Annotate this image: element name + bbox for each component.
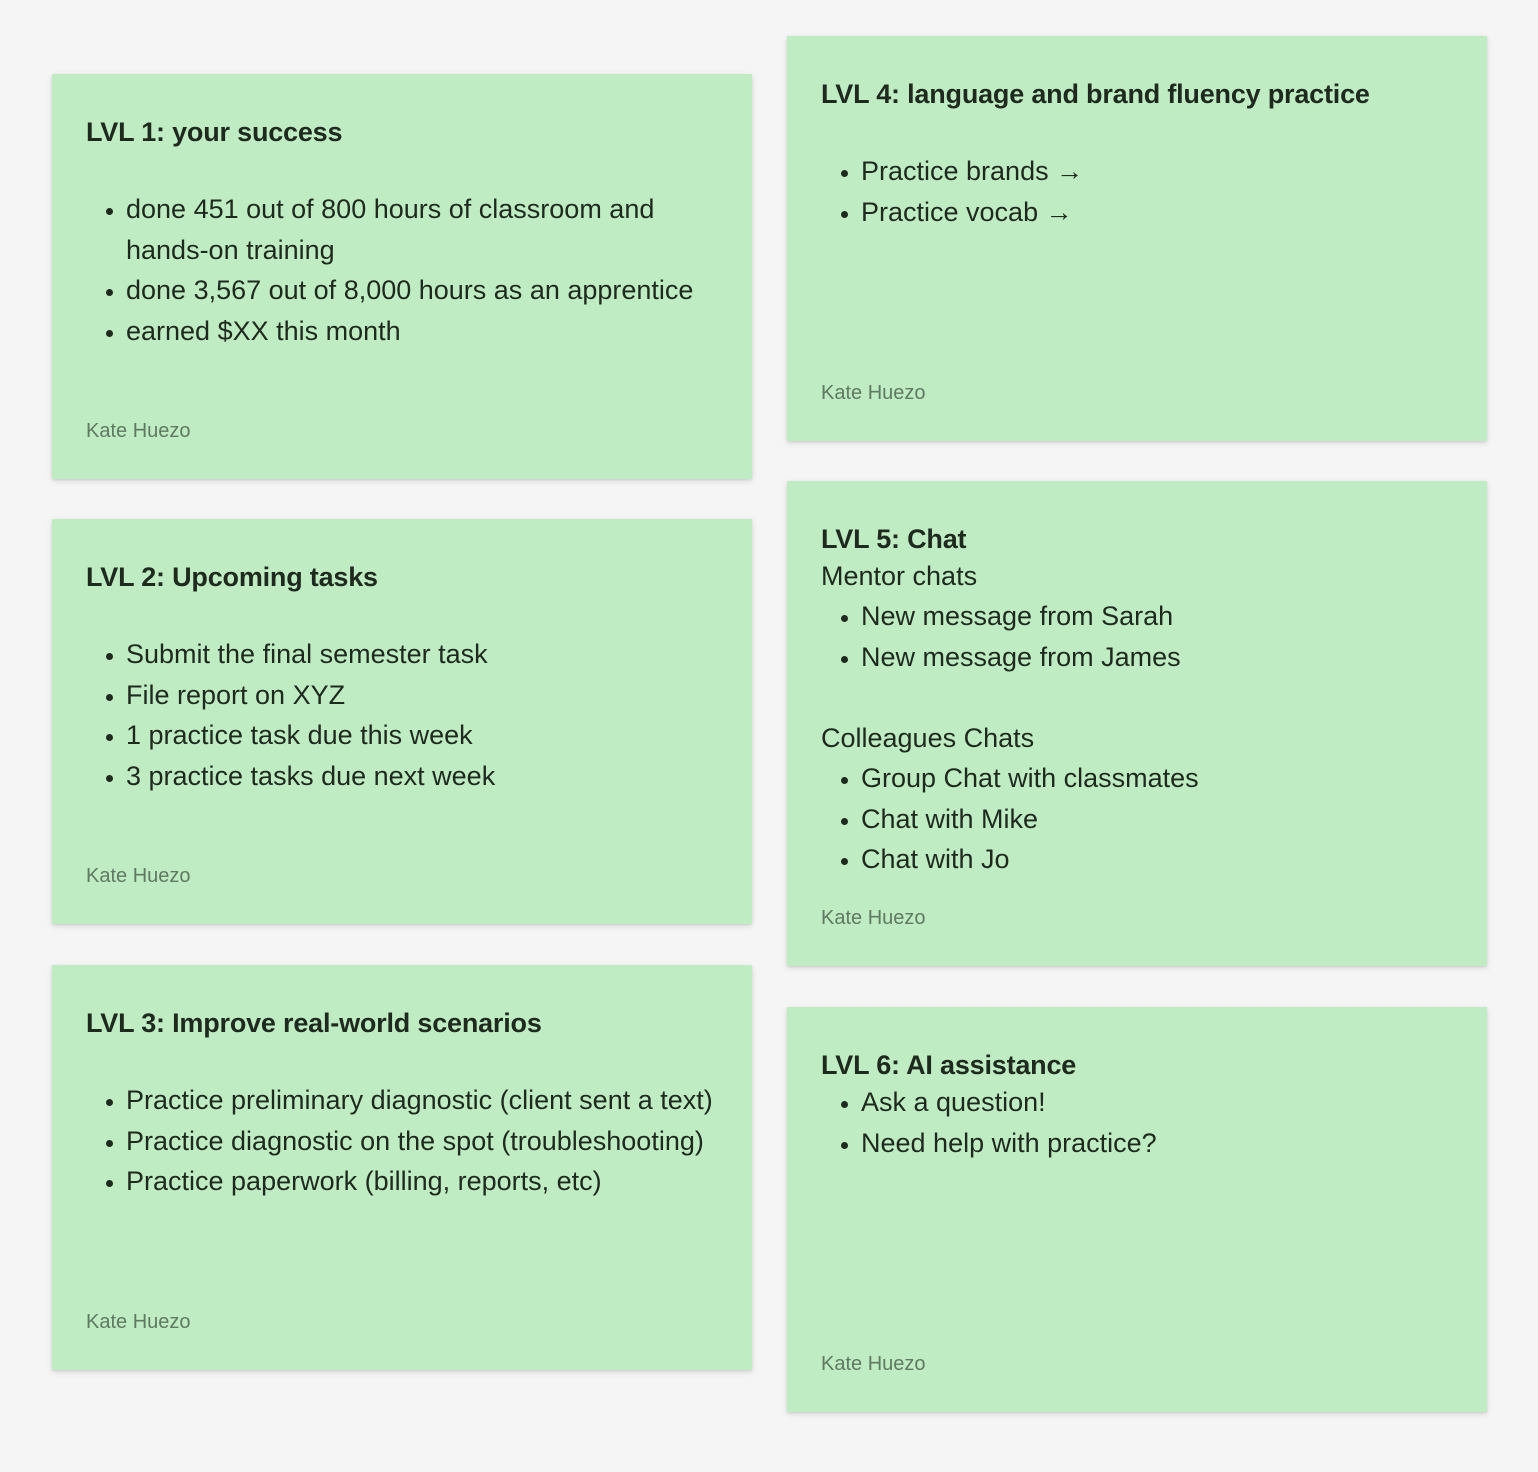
note-author: Kate Huezo	[821, 382, 926, 404]
sticky-note-lvl1[interactable]	[52, 74, 752, 479]
note-title: LVL 6: AI assistance	[821, 1050, 1077, 1080]
note-list	[86, 1080, 728, 1202]
chat-item-james[interactable]: • New message from James	[861, 637, 1463, 678]
note-author: Kate Huezo	[86, 420, 191, 442]
mentor-chat-list	[821, 596, 1463, 677]
note-list	[821, 151, 1463, 232]
practice-help-item[interactable]: • Need help with practice?	[861, 1123, 1463, 1164]
colleagues-chats-heading: Colleagues Chats	[821, 723, 1035, 753]
note-author: Kate Huezo	[821, 1353, 926, 1375]
note-list	[86, 189, 728, 351]
note-author: Kate Huezo	[821, 907, 926, 929]
chat-item-sarah[interactable]: • New message from Sarah	[861, 596, 1463, 637]
note-title: LVL 5: Chat	[821, 524, 967, 554]
list-item: • Practice preliminary diagnostic (client sent a text)	[126, 1080, 728, 1121]
colleagues-chat-list	[821, 758, 1463, 880]
sticky-note-lvl5[interactable]	[787, 481, 1487, 966]
list-item: • earned $XX this month	[126, 311, 728, 352]
mentor-chats-heading: Mentor chats	[821, 561, 978, 591]
sticky-note-lvl4[interactable]	[787, 36, 1487, 441]
note-title: LVL 3: Improve real-world scenarios	[86, 1008, 542, 1038]
note-author: Kate Huezo	[86, 1311, 191, 1333]
note-list	[86, 634, 728, 796]
list-item: • 3 practice tasks due next week	[126, 756, 728, 797]
list-item: • Practice paperwork (billing, reports, etc)	[126, 1161, 728, 1202]
list-item: • 1 practice task due this week	[126, 715, 728, 756]
note-author: Kate Huezo	[86, 865, 191, 887]
list-item: • Practice diagnostic on the spot (troubleshooting)	[126, 1121, 728, 1162]
chat-item-jo[interactable]: • Chat with Jo	[861, 839, 1463, 880]
practice-brands-link[interactable]: • Practice brands →	[861, 151, 1463, 192]
note-title: LVL 4: language and brand fluency practice	[821, 79, 1370, 109]
chat-item-mike[interactable]: • Chat with Mike	[861, 799, 1463, 840]
note-title: LVL 2: Upcoming tasks	[86, 562, 378, 592]
sticky-note-lvl2[interactable]	[52, 519, 752, 924]
ask-question-item[interactable]: • Ask a question!	[861, 1082, 1463, 1123]
list-item: • Submit the final semester task	[126, 634, 728, 675]
note-list	[821, 1082, 1463, 1163]
chat-item-group[interactable]: • Group Chat with classmates	[861, 758, 1463, 799]
sticky-note-lvl3[interactable]	[52, 965, 752, 1370]
practice-vocab-link[interactable]: • Practice vocab →	[861, 192, 1463, 233]
list-item: • done 3,567 out of 8,000 hours as an apprentice	[126, 270, 728, 311]
list-item: • done 451 out of 800 hours of classroom and hands-on training	[126, 189, 728, 270]
sticky-note-lvl6[interactable]	[787, 1007, 1487, 1412]
list-item: • File report on XYZ	[126, 675, 728, 716]
note-title: LVL 1: your success	[86, 117, 343, 147]
